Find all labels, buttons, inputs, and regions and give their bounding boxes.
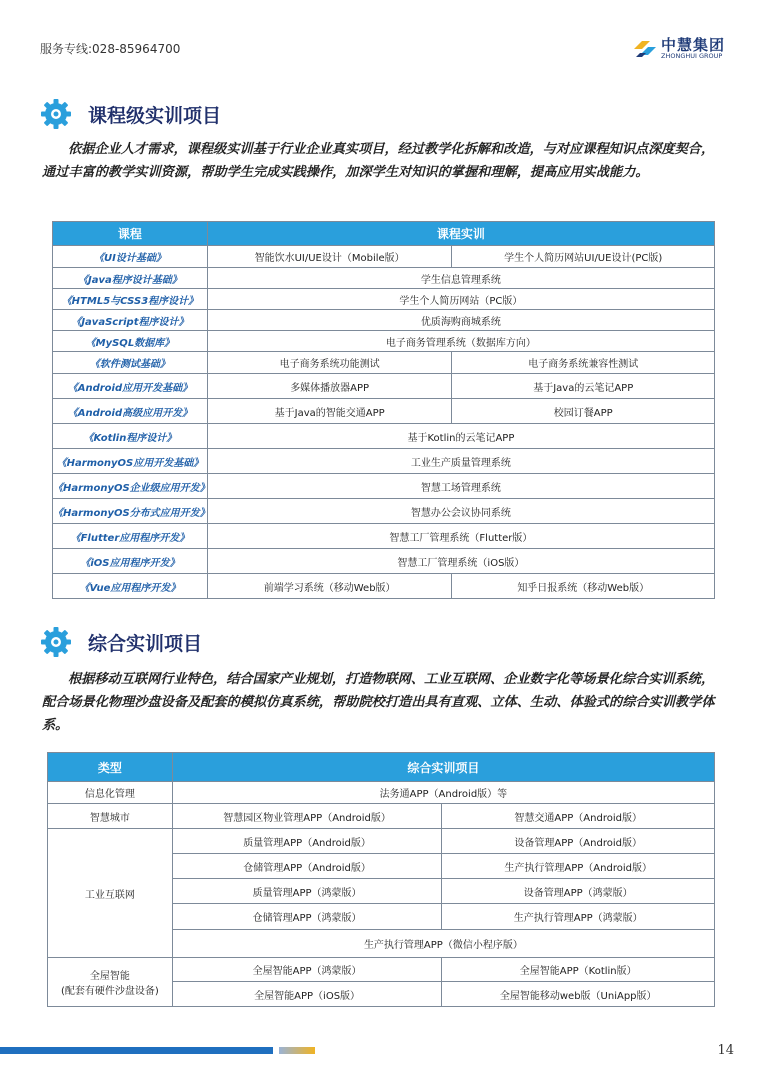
- course-cell: 《MySQL数据库》: [53, 331, 208, 352]
- project-cell: 学生个人简历网站UI/UE设计(PC版): [452, 246, 715, 268]
- gear-icon: [40, 98, 72, 130]
- project-cell: 生产执行管理APP（鸿蒙版）: [442, 904, 715, 930]
- project-cell: 设备管理APP（鸿蒙版）: [442, 879, 715, 904]
- comprehensive-training-table: [47, 752, 715, 1007]
- footer-gold-bar: [279, 1047, 315, 1054]
- project-cell: 工业生产质量管理系统: [207, 449, 714, 474]
- course-cell: 《Vue应用程序开发》: [53, 574, 208, 599]
- course-cell: 《HTML5与CSS3程序设计》: [53, 289, 208, 310]
- section-intro: 根据移动互联网行业特色，结合国家产业规划，打造物联网、工业互联网、企业数字化等场景化综合实训系统，配合场景化物理沙盘设备及配套的模拟仿真系统，帮助院校打造出具有直观、立体、生动、体验式的综合实训教学体系。: [42, 672, 715, 733]
- project-cell: 全屋智能APP（iOS版）: [172, 982, 442, 1007]
- gear-icon: [40, 626, 72, 658]
- course-cell: 《HarmonyOS企业级应用开发》: [53, 474, 208, 499]
- header-project: 综合实训项目: [172, 753, 714, 782]
- type-cell: 工业互联网: [48, 829, 173, 958]
- course-cell: 《Android高级应用开发》: [53, 399, 208, 424]
- header-training: 课程实训: [207, 222, 714, 246]
- project-cell: 前端学习系统（移动Web版）: [207, 574, 452, 599]
- project-cell: 基于Kotlin的云笔记APP: [207, 424, 714, 449]
- project-cell: 基于Java的云笔记APP: [452, 374, 715, 399]
- type-note: (配套有硬件沙盘设备): [60, 986, 159, 997]
- project-cell: 学生信息管理系统: [207, 268, 714, 289]
- course-cell: 《HarmonyOS应用开发基础》: [53, 449, 208, 474]
- course-cell: 《Kotlin程序设计》: [53, 424, 208, 449]
- project-cell: 电子商务管理系统（数据库方向）: [207, 331, 714, 352]
- type-cell: 智慧城市: [48, 804, 173, 829]
- section-intro: 依据企业人才需求，课程级实训基于行业企业真实项目，经过教学化拆解和改造，与对应课程知识点深度契合，通过丰富的教学实训资源，帮助学生完成实践操作，加深学生对知识的掌握和理解，提高应用实战能力。: [42, 142, 715, 180]
- project-cell: 基于Java的智能交通APP: [207, 399, 452, 424]
- project-cell: 优质海购商城系统: [207, 310, 714, 331]
- project-cell: 校园订餐APP: [452, 399, 715, 424]
- course-cell: 《软件测试基础》: [53, 352, 208, 374]
- project-cell: 智慧工厂管理系统（Flutter版）: [207, 524, 714, 549]
- project-cell: 电子商务系统兼容性测试: [452, 352, 715, 374]
- project-cell: 多媒体播放器APP: [207, 374, 452, 399]
- project-cell: 智慧交通APP（Android版）: [442, 804, 715, 829]
- service-hotline: 服务专线:028-85964700: [40, 42, 181, 56]
- project-cell: 全屋智能移动web版（UniApp版）: [442, 982, 715, 1007]
- company-logo: [632, 34, 737, 66]
- project-cell: 全屋智能APP（Kotlin版）: [442, 958, 715, 982]
- project-cell: 生产执行管理APP（微信小程序版）: [172, 930, 714, 958]
- course-training-table: [52, 221, 715, 599]
- footer-blue-bar: [0, 1047, 273, 1054]
- course-cell: 《Java程序设计基础》: [53, 268, 208, 289]
- course-cell: 《HarmonyOS分布式应用开发》: [53, 499, 208, 524]
- course-cell: 《iOS应用程序开发》: [53, 549, 208, 574]
- project-cell: 质量管理APP（鸿蒙版）: [172, 879, 442, 904]
- project-cell: 质量管理APP（Android版）: [172, 829, 442, 854]
- course-cell: 《Flutter应用程序开发》: [53, 524, 208, 549]
- logo-name: 中慧集团: [661, 36, 726, 54]
- project-cell: 全屋智能APP（鸿蒙版）: [172, 958, 442, 982]
- section-title: 综合实训项目: [88, 633, 203, 655]
- project-cell: 电子商务系统功能测试: [207, 352, 452, 374]
- project-cell: 智慧园区物业管理APP（Android版）: [172, 804, 442, 829]
- project-cell: 设备管理APP（Android版）: [442, 829, 715, 854]
- project-cell: 法务通APP（Android版）等: [172, 782, 714, 804]
- type-label: 全屋智能: [89, 971, 130, 982]
- project-cell: 智慧工厂管理系统（iOS版）: [207, 549, 714, 574]
- project-cell: 智慧办公会议协同系统: [207, 499, 714, 524]
- type-cell: 信息化管理: [48, 782, 173, 804]
- logo-subtitle: ZHONGHUI GROUP: [661, 52, 723, 60]
- project-cell: 学生个人简历网站（PC版）: [207, 289, 714, 310]
- course-cell: 《JavaScript程序设计》: [53, 310, 208, 331]
- page-number: 14: [717, 1043, 734, 1058]
- project-cell: 智慧工场管理系统: [207, 474, 714, 499]
- project-cell: 生产执行管理APP（Android版）: [442, 854, 715, 879]
- course-cell: 《Android应用开发基础》: [53, 374, 208, 399]
- logo-mark-icon: [632, 35, 658, 61]
- header-type: 类型: [48, 753, 173, 782]
- header-course: 课程: [53, 222, 208, 246]
- project-cell: 知乎日报系统（移动Web版）: [452, 574, 715, 599]
- project-cell: 智能饮水UI/UE设计（Mobile版）: [207, 246, 452, 268]
- project-cell: 仓储管理APP（Android版）: [172, 854, 442, 879]
- type-cell-home: [48, 958, 173, 1007]
- course-cell: 《UI设计基础》: [53, 246, 208, 268]
- section-title: 课程级实训项目: [88, 105, 222, 127]
- project-cell: 仓储管理APP（鸿蒙版）: [172, 904, 442, 930]
